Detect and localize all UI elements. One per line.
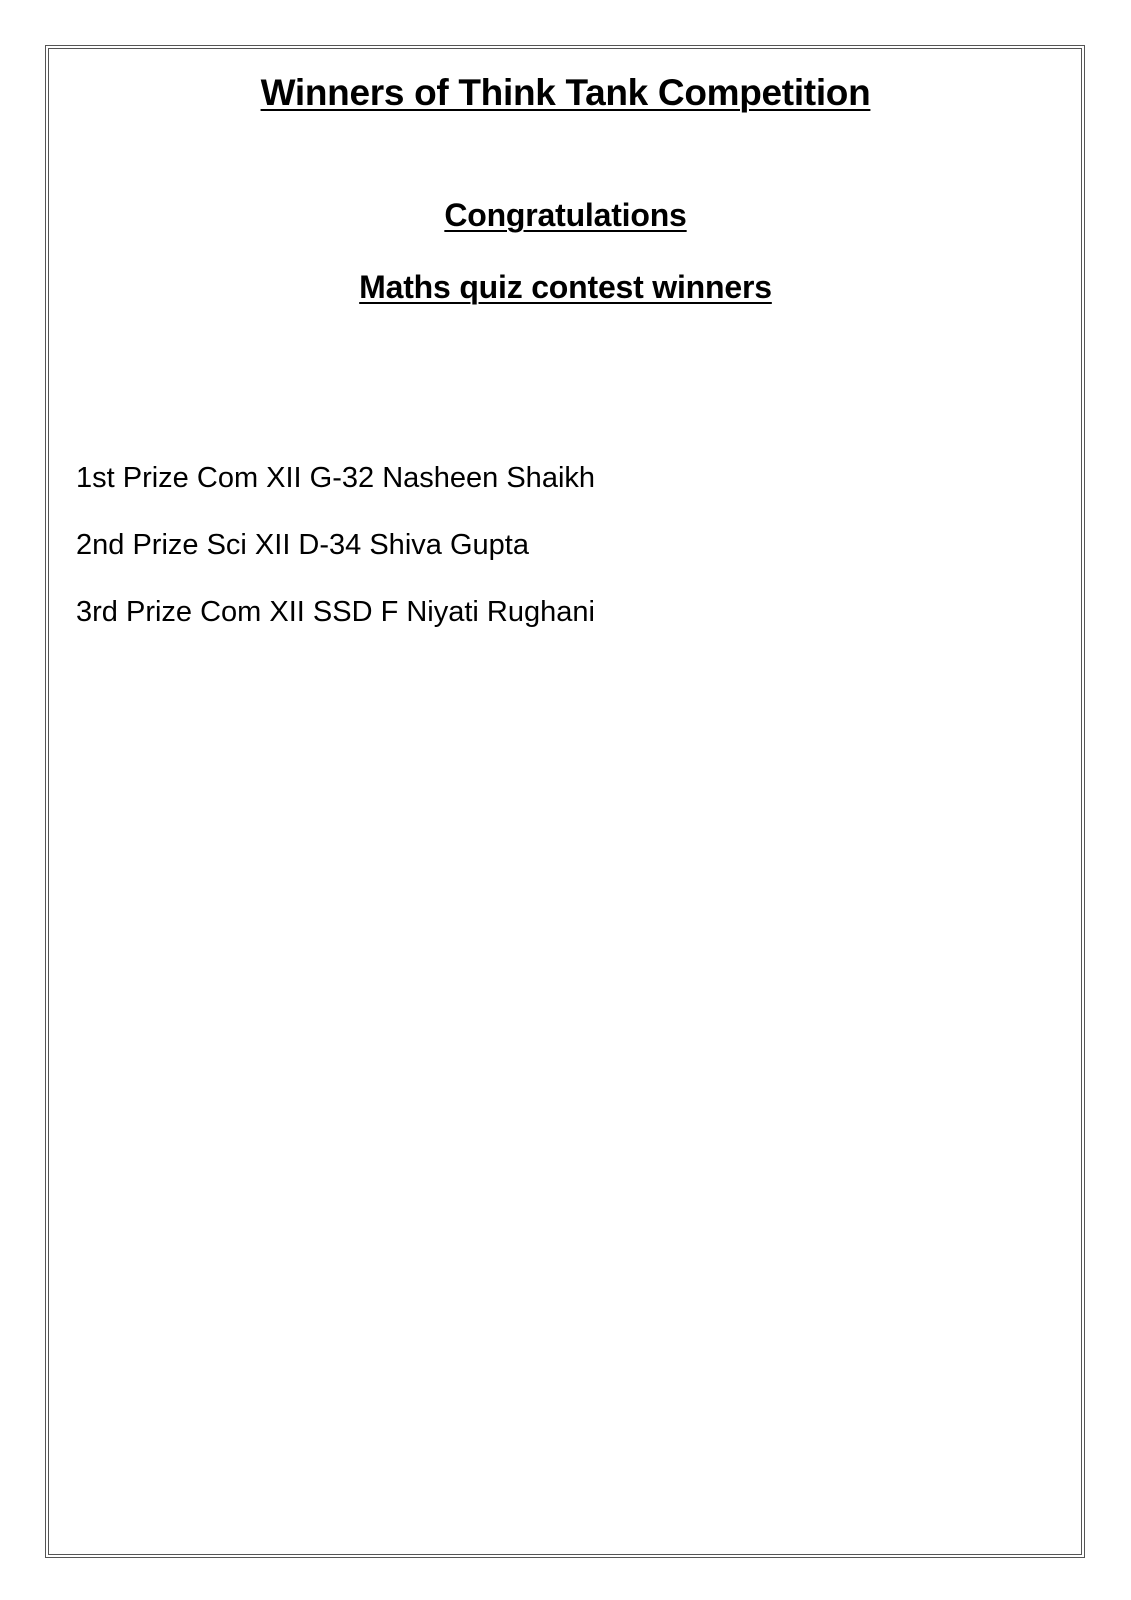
winner-first-prize: 1st Prize Com XII G-32 Nasheen Shaikh	[76, 462, 596, 494]
winner-third-prize: 3rd Prize Com XII SSD F Niyati Rughani	[76, 596, 595, 628]
congratulations-heading: Congratulations	[444, 197, 687, 233]
page-title: Winners of Think Tank Competition	[260, 72, 871, 113]
contest-subheading: Maths quiz contest winners	[359, 269, 772, 305]
winner-second-prize: 2nd Prize Sci XII D-34 Shiva Gupta	[76, 529, 529, 561]
winners-list	[76, 461, 595, 662]
